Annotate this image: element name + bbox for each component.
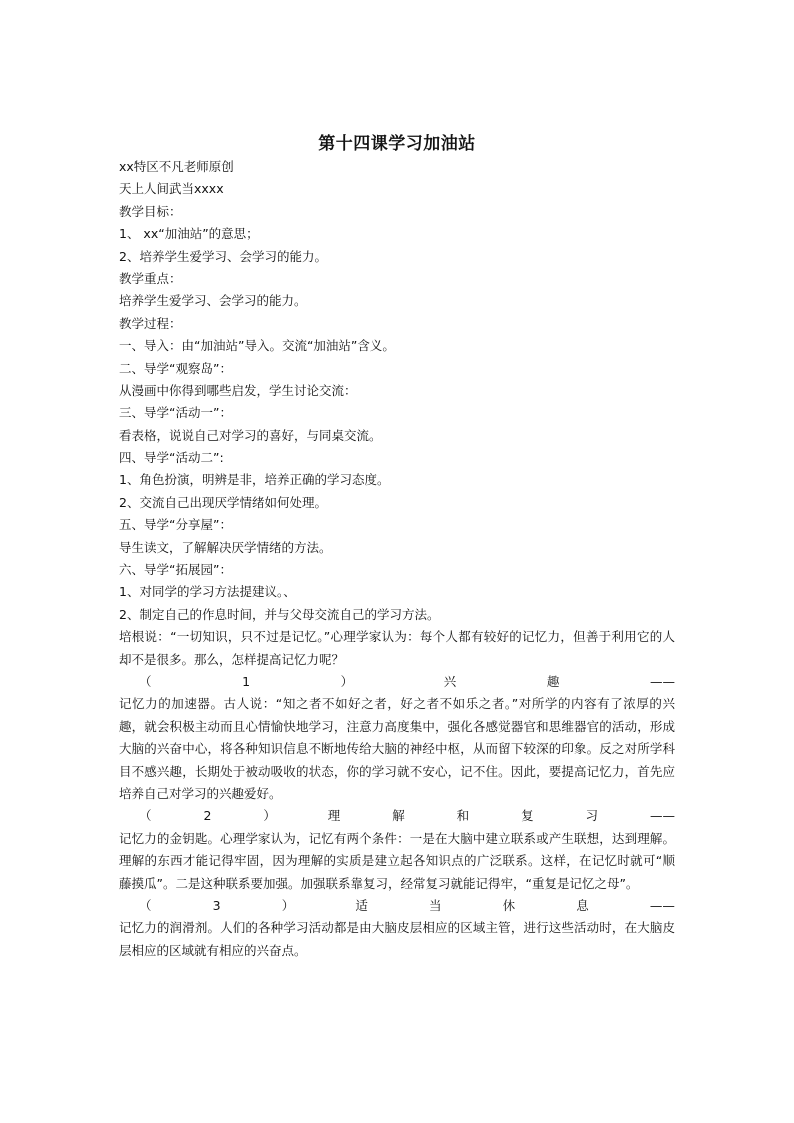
heading-part: 兴 <box>443 674 457 690</box>
heading-part: 息 <box>576 898 589 914</box>
text-line: 1、对同学的学习方法提建议。、 <box>119 584 296 600</box>
heading-part: 休 <box>502 898 516 914</box>
text-line: 六、导学“拓展园”： <box>119 562 232 578</box>
heading-part: ） <box>340 674 354 690</box>
text-line: 教学目标： <box>119 203 182 219</box>
text-line: 三、导学“活动一”： <box>119 405 232 421</box>
heading-part: 1 <box>242 674 251 690</box>
heading-part: （ <box>139 808 152 824</box>
heading-part: （ <box>139 898 152 914</box>
heading-part: —— <box>649 898 675 914</box>
text-line: 2、交流自己出现厌学情绪如何处理。 <box>119 494 327 510</box>
section-heading <box>119 805 675 827</box>
text-line: 看表格，说说自己对学习的喜好，与同桌交流。 <box>119 427 382 443</box>
heading-part: 趣 <box>546 674 560 690</box>
text-line: 二、导学“观察岛”： <box>119 360 232 376</box>
document-body <box>119 156 675 962</box>
heading-part: 习 <box>585 808 599 824</box>
heading-part: 2 <box>203 808 212 824</box>
section-heading <box>119 671 675 693</box>
text-line: 天上人间武当xxxx <box>119 181 224 197</box>
text-line: 一、导入：由“加油站”导入。交流“加油站”含义。 <box>119 338 395 354</box>
heading-part: 解 <box>392 808 405 824</box>
text-line: 五、导学“分享屋”： <box>119 517 232 533</box>
text-line: 教学重点： <box>119 270 182 286</box>
text-line: 导生读文，了解解决厌学情绪的方法。 <box>119 539 332 555</box>
text-line: 四、导学“活动二”: <box>119 450 224 466</box>
heading-part: —— <box>649 808 675 824</box>
heading-part: 理 <box>327 808 341 824</box>
text-line: 从漫画中你得到哪些启发，学生讨论交流： <box>119 382 357 398</box>
text-line: 1、角色扮演，明辨是非，培养正确的学习态度。 <box>119 472 390 488</box>
heading-part: 复 <box>521 808 534 824</box>
text-line: 教学过程： <box>119 315 182 331</box>
heading-part: 适 <box>355 898 368 914</box>
text-line: 1、 xx“加油站”的意思； <box>119 226 259 242</box>
heading-part: ） <box>263 808 276 824</box>
text-line: 2、制定自己的作息时间，并与父母交流自己的学习方法。 <box>119 606 440 622</box>
section-paragraph: 记忆力的加速器。古人说：“知之者不如好之者，好之者不如乐之者。”对所学的内容有了浓厚的兴趣，就会积极主动而且心情愉快地学习，注意力高度集中，强化各感觉器官和思维器官的活动，形成大脑的兴奋中心，将各种知识信息不断地传给大脑的神经中枢，从而留下较深的印象。反之对所学科目不感兴趣，长期处于被动吸收的状态，你的学习就不安心，记不住。因此，要提高记忆力，首先应培养自己对学习的兴趣爱好。 <box>119 696 675 802</box>
section-paragraph: 记忆力的润滑剂。人们的各种学习活动都是由大脑皮层相应的区域主管，进行这些活动时，在大脑皮层相应的区域就有相应的兴奋点。 <box>119 920 675 958</box>
heading-part: 3 <box>212 898 221 914</box>
heading-part: 和 <box>456 808 470 824</box>
heading-part: （ <box>139 674 152 690</box>
section-paragraph: 记忆力的金钥匙。心理学家认为，记忆有两个条件：一是在大脑中建立联系或产生联想，达到理解。理解的东西才能记得牢固，因为理解的实质是建立起各知识点的广泛联系。这样，在记忆时就可“顺藤摸瓜”。二是这种联系要加强。加强联系靠复习，经常复习就能记得牢，“重复是记忆之母”。 <box>119 830 675 891</box>
section-heading <box>119 895 675 917</box>
heading-part: 当 <box>429 898 442 914</box>
page-title: 第十四课学习加油站 <box>318 134 476 154</box>
heading-part: ） <box>281 898 295 914</box>
text-line: 培养学生爱学习、会学习的能力。 <box>119 293 307 309</box>
text-line: 2、培养学生爱学习、会学习的能力。 <box>119 248 327 264</box>
heading-part: —— <box>649 674 675 690</box>
text-line: xx特区不凡老师原创 <box>119 159 234 174</box>
intro-paragraph: 培根说：“一切知识，只不过是记忆。”心理学家认为：每个人都有较好的记忆力，但善于利用它的人却不是很多。那么，怎样提高记忆力呢？ <box>119 629 675 667</box>
